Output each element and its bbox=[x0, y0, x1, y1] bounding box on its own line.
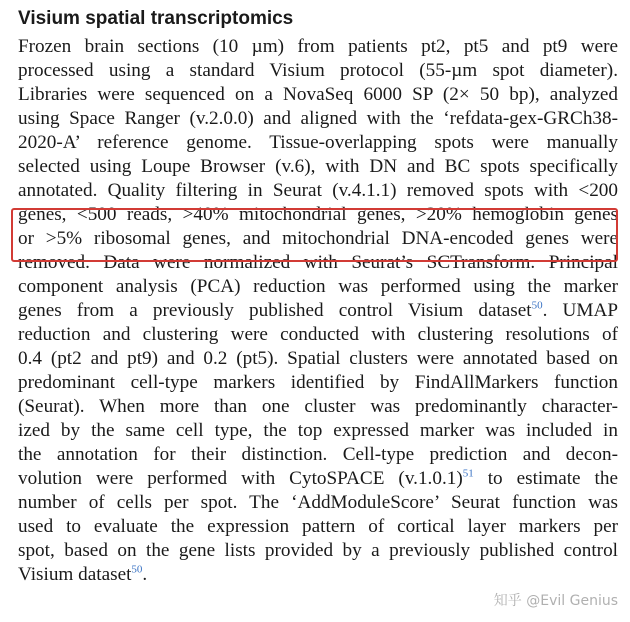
line-text: Visium dataset bbox=[18, 564, 132, 585]
text-line: ized by the same cell type, the top expressed marker was included in bbox=[18, 420, 618, 441]
text-line: used to evaluate the expression pattern of cortical layer markers per bbox=[18, 516, 618, 537]
text-line bbox=[18, 299, 618, 323]
text-line: the annotation for their distinction. Cell-type prediction and decon- bbox=[18, 444, 618, 465]
reference-link[interactable]: 50 bbox=[131, 563, 143, 576]
line-text: volution were performed with CytoSPACE (v.1.0.1) bbox=[18, 468, 463, 489]
section-heading: Visium spatial transcriptomics bbox=[18, 8, 294, 29]
text-line: selected using Loupe Browser (v.6), with DN and BC spots specifically bbox=[18, 156, 618, 177]
highlighted-text-line: genes, <500 reads, >40% mitochondrial genes, >20% hemoglobin genes bbox=[18, 204, 618, 225]
text-line: removed. Data were normalized with Seurat’s SCTransform. Principal bbox=[18, 252, 618, 273]
text-line: 2020-A’ reference genome. Tissue-overlapping spots were manually bbox=[18, 132, 618, 153]
text-line: Frozen brain sections (10 µm) from patients pt2, pt5 and pt9 were bbox=[18, 36, 618, 57]
text-line: number of cells per spot. The ‘AddModuleScore’ Seurat function was bbox=[18, 492, 618, 513]
text-line: Libraries were sequenced on a NovaSeq 6000 SP (2× 50 bp), analyzed bbox=[18, 84, 618, 105]
reference-link[interactable]: 51 bbox=[462, 467, 474, 480]
text-line bbox=[18, 563, 618, 587]
reference-link[interactable]: 50 bbox=[531, 299, 543, 312]
text-line bbox=[18, 467, 618, 491]
text-line: spot, based on the gene lists provided by a previously published control bbox=[18, 540, 618, 561]
text-line: reduction and clustering were conducted with clustering resolutions of bbox=[18, 324, 618, 345]
text-line: component analysis (PCA) reduction was performed using the marker bbox=[18, 276, 618, 297]
highlighted-text-line: or >5% ribosomal genes, and mitochondrial DNA-encoded genes were bbox=[18, 228, 618, 249]
line-text: to estimate the bbox=[473, 468, 618, 489]
line-text: genes from a previously published control Visium dataset bbox=[18, 300, 532, 321]
text-line: processed using a standard Visium protocol (55-µm spot diameter). bbox=[18, 60, 618, 81]
text-line: using Space Ranger (v.2.0.0) and aligned with the ‘refdata-gex-GRCh38- bbox=[18, 108, 618, 129]
text-line: predominant cell-type markers identified by FindAllMarkers function bbox=[18, 372, 618, 393]
text-line: (Seurat). When more than one cluster was predominantly character- bbox=[18, 396, 618, 417]
text-line: 0.4 (pt2 and pt9) and 0.2 (pt5). Spatial clusters were annotated based on bbox=[18, 348, 618, 369]
line-text: . bbox=[142, 564, 148, 585]
body-paragraph bbox=[18, 35, 618, 587]
text-line: annotated. Quality filtering in Seurat (v.4.1.1) removed spots with <200 bbox=[18, 180, 618, 201]
watermark: 知乎 @Evil Genius bbox=[493, 593, 618, 609]
highlight-annotation-box bbox=[11, 208, 618, 262]
line-text: . UMAP bbox=[542, 300, 618, 321]
